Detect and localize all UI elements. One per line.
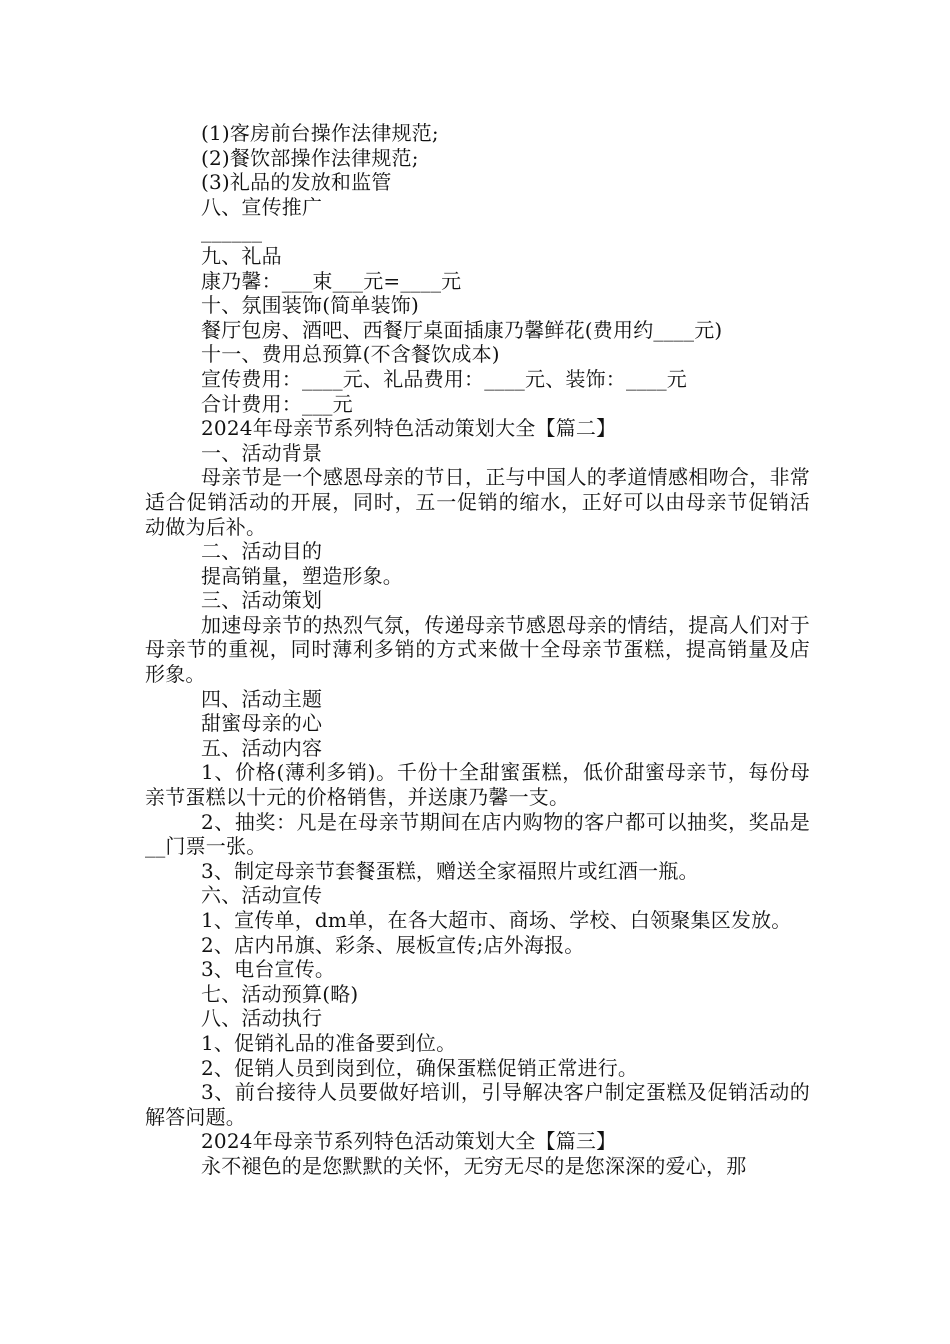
section-heading-purpose: 二、活动目的 <box>201 539 323 564</box>
list-item-gift-distribution: (3)礼品的发放和监管 <box>201 170 392 195</box>
article-title-part-three: 2024年母亲节系列特色活动策划大全【篇三】 <box>201 1129 617 1154</box>
section-heading-promotion: 八、宣传推广 <box>201 194 323 219</box>
paragraph-execution-reception: 3、前台接待人员要做好培训，引导解决客户制定蛋糕及促销活动的解答问题。 <box>145 1080 810 1129</box>
article-title-part-two: 2024年母亲节系列特色活动策划大全【篇二】 <box>201 416 617 441</box>
section-heading-budget-two: 七、活动预算(略) <box>201 981 359 1006</box>
paragraph-planning: 加速母亲节的热烈气氛，传递母亲节感恩母亲的情结，提高人们对于母亲节的重视，同时薄利多销的方式来做十全母亲节蛋糕，提高销量及店形象。 <box>145 612 810 687</box>
section-heading-budget: 十一、费用总预算(不含餐饮成本) <box>201 342 500 367</box>
paragraph-content-lottery: 2、抽奖：凡是在母亲节期间在店内购物的客户都可以抽奖，奖品是__门票一张。 <box>145 809 810 859</box>
purpose-text: 提高销量，塑造形象。 <box>201 563 403 588</box>
carnation-cost-line: 康乃馨：___束___元=____元 <box>201 268 462 293</box>
section-heading-content: 五、活动内容 <box>201 735 323 760</box>
blank-underline: ______ <box>201 219 263 244</box>
paragraph-publicity-flyers: 1、宣传单，dm单，在各大超市、商场、学校、白领聚集区发放。 <box>201 908 792 932</box>
theme-text: 甜蜜母亲的心 <box>201 711 323 736</box>
execution-staff: 2、促销人员到岗到位，确保蛋糕促销正常进行。 <box>201 1055 639 1080</box>
document-body <box>145 121 810 1179</box>
section-heading-publicity: 六、活动宣传 <box>201 883 323 908</box>
paragraph-background: 母亲节是一个感恩母亲的节日，正与中国人的孝道情感相吻合，非常适合促销活动的开展，同时，五一促销的缩水，正好可以由母亲节促销活动做为后补。 <box>145 465 810 539</box>
execution-gifts: 1、促销礼品的准备要到位。 <box>201 1030 457 1055</box>
decoration-detail: 餐厅包房、酒吧、西餐厅桌面插康乃馨鲜花(费用约____元) <box>201 317 723 342</box>
budget-breakdown: 宣传费用：____元、礼品费用：____元、装饰：____元 <box>201 366 687 391</box>
section-heading-gifts: 九、礼品 <box>201 243 282 268</box>
section-heading-theme: 四、活动主题 <box>201 686 323 711</box>
part-three-opening: 永不褪色的是您默默的关怀，无穷无尽的是您深深的爱心，那 <box>201 1153 747 1178</box>
budget-total: 合计费用：___元 <box>201 391 353 416</box>
section-heading-decoration: 十、氛围装饰(简单装饰) <box>201 293 420 318</box>
publicity-radio: 3、电台宣传。 <box>201 957 336 982</box>
paragraph-content-price: 1、价格(薄利多销)。千份十全甜蜜蛋糕，低价甜蜜母亲节，每份母亲节蛋糕以十元的价格销售，并送康乃馨一支。 <box>145 760 810 810</box>
list-item-catering-rules: (2)餐饮部操作法律规范; <box>201 145 419 170</box>
content-package-cake: 3、制定母亲节套餐蛋糕，赠送全家福照片或红酒一瓶。 <box>201 858 699 883</box>
list-item-front-desk-rules: (1)客房前台操作法律规范; <box>201 121 439 145</box>
section-heading-execution: 八、活动执行 <box>201 1006 323 1031</box>
section-heading-background: 一、活动背景 <box>201 440 323 465</box>
section-heading-planning: 三、活动策划 <box>201 588 323 613</box>
publicity-in-store: 2、店内吊旗、彩条、展板宣传;店外海报。 <box>201 932 585 957</box>
